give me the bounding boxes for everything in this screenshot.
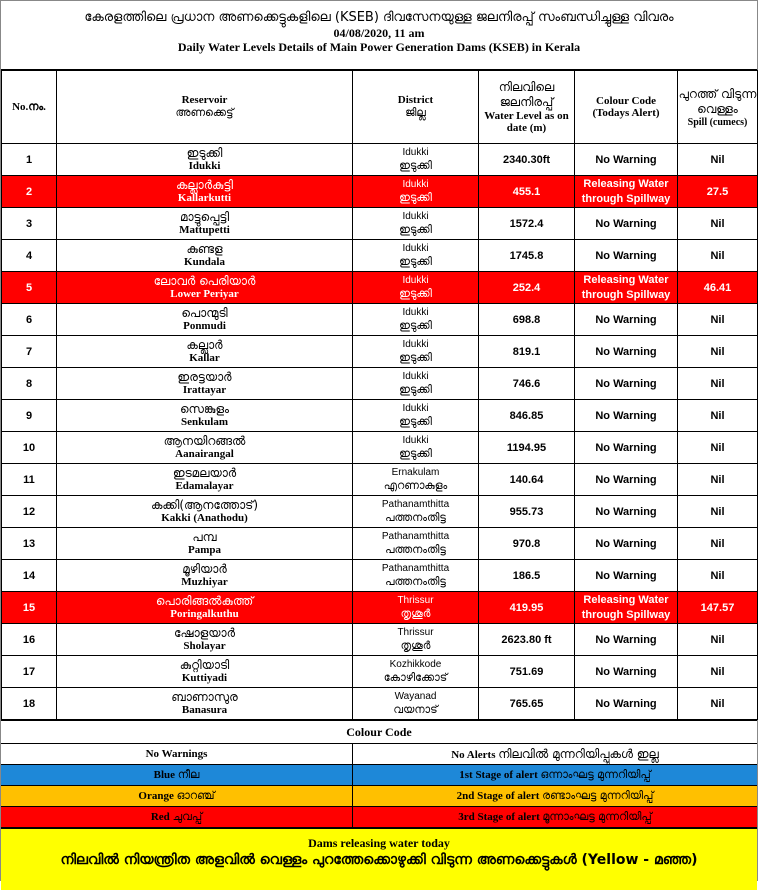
col-spill-ml: പുറത്ത് വിടുന്ന വെള്ളം (678, 86, 757, 116)
reservoir-cell (57, 336, 353, 368)
water-level: 2340.30ft (479, 144, 575, 176)
district-en: Idukki (402, 275, 429, 286)
reservoir-cell (57, 368, 353, 400)
district-en: Wayanad (394, 691, 437, 702)
district-cell (353, 592, 479, 624)
row-number: 7 (2, 336, 57, 368)
reservoir-cell (57, 144, 353, 176)
spill-value: 27.5 (678, 176, 758, 208)
alert-status: No Warning (575, 688, 678, 720)
district-ml: ഇടുക്കി (399, 415, 432, 428)
row-number: 6 (2, 304, 57, 336)
water-level: 846.85 (479, 400, 575, 432)
water-level: 970.8 (479, 528, 575, 560)
table-row (2, 400, 758, 432)
water-level: 140.64 (479, 464, 575, 496)
releasing-dams-title-en: Dams releasing water today (308, 836, 450, 850)
district-en: Idukki (402, 179, 429, 190)
spill-value: Nil (678, 368, 758, 400)
legend-red-en: Red (150, 811, 170, 823)
district-cell (353, 208, 479, 240)
district-en: Idukki (402, 435, 429, 446)
row-number: 17 (2, 656, 57, 688)
water-level: 1745.8 (479, 240, 575, 272)
water-level: 1194.95 (479, 432, 575, 464)
alert-status: No Warning (575, 304, 678, 336)
legend-second-stage (353, 786, 757, 806)
alert-status: No Warning (575, 144, 678, 176)
district-cell (353, 336, 479, 368)
col-spill (678, 71, 758, 144)
district-ml: പത്തനംതിട്ട (385, 511, 446, 524)
water-level: 1572.4 (479, 208, 575, 240)
alert-status: No Warning (575, 528, 678, 560)
col-colour-code-title: Colour Code (596, 95, 656, 107)
reservoir-name-en: Kakki (Anathodu) (161, 512, 248, 524)
spill-value: Nil (678, 336, 758, 368)
col-level-en: Water Level as on date (m) (484, 110, 569, 134)
spill-value: Nil (678, 240, 758, 272)
reservoir-name-en: Sholayar (183, 640, 226, 652)
reservoir-name-ml: കല്ലാർ (186, 338, 223, 352)
reservoir-name-ml: പൊരിങ്ങൽകുത്ത് (155, 594, 254, 608)
col-reservoir (57, 71, 353, 144)
reservoir-name-ml: കക്കി(ആനത്തോട്) (150, 498, 259, 512)
reservoir-cell (57, 528, 353, 560)
district-cell (353, 624, 479, 656)
district-en: Ernakulam (391, 467, 440, 478)
district-ml: ഇടുക്കി (399, 159, 432, 172)
spill-value: Nil (678, 144, 758, 176)
table-row (2, 176, 758, 208)
water-level: 2623.80 ft (479, 624, 575, 656)
legend-orange-ml: ഓറഞ്ച് (176, 789, 215, 802)
table-row (2, 496, 758, 528)
legend-first-stage-en: 1st Stage of alert (459, 769, 538, 781)
table-row (2, 240, 758, 272)
district-ml: ഇടുക്കി (399, 255, 432, 268)
legend-blue-label (1, 765, 353, 785)
district-cell (353, 400, 479, 432)
reservoir-name-ml: പൊന്മുടി (181, 306, 228, 320)
spill-value: Nil (678, 304, 758, 336)
col-district (353, 71, 479, 144)
alert-status: No Warning (575, 432, 678, 464)
spill-value: Nil (678, 496, 758, 528)
district-en: Idukki (402, 243, 429, 254)
releasing-dams-title-ml: നിലവിൽ നിയന്ത്രിത അളവിൽ വെള്ളം പുറത്തേക്കൊഴുക്കി വിടുന്ന അണക്കെട്ടുകൾ (Yellow - മഞ്ഞ) (60, 852, 698, 868)
table-row (2, 336, 758, 368)
district-cell (353, 176, 479, 208)
water-level: 765.65 (479, 688, 575, 720)
district-ml: തൃശൂർ (400, 639, 431, 652)
reservoir-cell (57, 304, 353, 336)
water-level: 698.8 (479, 304, 575, 336)
district-cell (353, 560, 479, 592)
reservoir-cell (57, 496, 353, 528)
district-en: Thrissur (397, 595, 434, 606)
row-number: 4 (2, 240, 57, 272)
district-cell (353, 144, 479, 176)
reservoir-name-ml: ഇടുക്കി (186, 146, 223, 160)
title-malayalam: കേരളത്തിലെ പ്രധാന അണക്കെട്ടുകളിലെ (KSEB) ദിവസേനയുള്ള ജലനിരപ്പ് സംബന്ധിച്ചുള്ള വിവരം (84, 10, 674, 25)
alert-status: Releasing Water through Spillway (575, 272, 678, 304)
alert-status: No Warning (575, 336, 678, 368)
water-level: 419.95 (479, 592, 575, 624)
col-colour-code (575, 71, 678, 144)
spill-value: Nil (678, 400, 758, 432)
spill-value: Nil (678, 208, 758, 240)
legend-first-stage (353, 765, 757, 785)
col-reservoir-en: Reservoir (181, 94, 228, 106)
reservoir-name-ml: സെങ്കുളം (179, 402, 230, 416)
reservoir-name-ml: ഷോളയാർ (174, 626, 235, 640)
reservoir-name-ml: മാട്ടുപ്പെട്ടി (179, 210, 230, 224)
legend-red-label (1, 807, 353, 827)
col-water-level (479, 71, 575, 144)
row-number: 12 (2, 496, 57, 528)
district-ml: തൃശൂർ (400, 607, 431, 620)
reservoir-name-en: Banasura (181, 704, 228, 716)
row-number: 11 (2, 464, 57, 496)
district-ml: എറണാകുളം (383, 479, 448, 492)
dam-rows (2, 144, 758, 720)
district-en: Pathanamthitta (381, 499, 450, 510)
reservoir-cell (57, 592, 353, 624)
reservoir-cell (57, 272, 353, 304)
district-en: Idukki (402, 403, 429, 414)
row-number: 16 (2, 624, 57, 656)
district-en: Idukki (402, 339, 429, 350)
reservoir-name-en: Lower Periyar (170, 288, 239, 300)
spill-value: Nil (678, 464, 758, 496)
district-ml: ഇടുക്കി (399, 223, 432, 236)
alert-status: No Warning (575, 624, 678, 656)
spill-value: Nil (678, 528, 758, 560)
legend-third-stage-ml: മൂന്നാംഘട്ട മുന്നറിയിപ്പ് (542, 810, 652, 823)
district-ml: ഇടുക്കി (399, 351, 432, 364)
district-cell (353, 432, 479, 464)
reservoir-name-ml: കല്ലാർകുട്ടി (175, 178, 234, 192)
water-level: 252.4 (479, 272, 575, 304)
district-ml: പത്തനംതിട്ട (385, 575, 446, 588)
col-todays-alert: (Todays Alert) (592, 107, 660, 119)
reservoir-cell (57, 656, 353, 688)
reservoir-cell (57, 464, 353, 496)
legend-title: Colour Code (1, 720, 757, 744)
alert-status: No Warning (575, 240, 678, 272)
reservoir-cell (57, 624, 353, 656)
row-number: 3 (2, 208, 57, 240)
table-row (2, 144, 758, 176)
water-level: 955.73 (479, 496, 575, 528)
legend-no-alerts (353, 744, 757, 764)
spill-value: Nil (678, 656, 758, 688)
district-cell (353, 528, 479, 560)
district-ml: ഇടുക്കി (399, 447, 432, 460)
water-level: 819.1 (479, 336, 575, 368)
reservoir-name-ml: ഇരട്ടയാർ (177, 370, 232, 384)
district-en: Pathanamthitta (381, 563, 450, 574)
spill-value: Nil (678, 560, 758, 592)
district-en: Idukki (402, 371, 429, 382)
reservoir-name-ml: കുണ്ടള (186, 242, 223, 256)
district-en: Pathanamthitta (381, 531, 450, 542)
legend-second-stage-ml: രണ്ടാംഘട്ട മുന്നറിയിപ്പ് (542, 789, 654, 802)
legend-third-stage (353, 807, 757, 827)
reservoir-cell (57, 240, 353, 272)
district-ml: പത്തനംതിട്ട (385, 543, 446, 556)
reservoir-cell (57, 176, 353, 208)
district-ml: ഇടുക്കി (399, 191, 432, 204)
table-row (2, 624, 758, 656)
spill-value: Nil (678, 432, 758, 464)
water-level: 455.1 (479, 176, 575, 208)
legend-orange-en: Orange (138, 790, 174, 802)
alert-status: No Warning (575, 560, 678, 592)
district-cell (353, 272, 479, 304)
reservoir-name-en: Poringalkuthu (170, 608, 239, 620)
report-date: 04/08/2020, 11 am (333, 26, 425, 40)
water-level: 746.6 (479, 368, 575, 400)
legend-blue-ml: നീല (177, 768, 200, 781)
district-cell (353, 688, 479, 720)
legend-row-blue (1, 765, 757, 786)
legend-red-ml: ചുവപ്പ് (172, 810, 203, 823)
table-row (2, 592, 758, 624)
spill-value: Nil (678, 688, 758, 720)
district-cell (353, 464, 479, 496)
reservoir-name-en: Muzhiyar (181, 576, 228, 588)
legend-no-alerts-ml: നിലവിൽ മുന്നറിയിപ്പുകൾ ഇല്ല (498, 747, 659, 761)
reservoir-name-en: Senkulam (180, 416, 229, 428)
row-number: 18 (2, 688, 57, 720)
table-row (2, 272, 758, 304)
table-row (2, 208, 758, 240)
district-ml: ഇടുക്കി (399, 287, 432, 300)
dams-table (1, 70, 758, 720)
col-district-ml: ജില്ല (405, 106, 426, 119)
district-cell (353, 656, 479, 688)
district-cell (353, 304, 479, 336)
reservoir-name-en: Mattupetti (179, 224, 230, 236)
district-ml: വയനാട് (393, 703, 438, 716)
reservoir-name-en: Kallarkutti (177, 192, 232, 204)
reservoir-name-ml: ആനയിറങ്ങൽ (163, 434, 246, 448)
alert-status: No Warning (575, 368, 678, 400)
alert-status: Releasing Water through Spillway (575, 176, 678, 208)
col-no: No.നം. (2, 71, 57, 144)
reservoir-cell (57, 208, 353, 240)
row-number: 13 (2, 528, 57, 560)
alert-status: Releasing Water through Spillway (575, 592, 678, 624)
col-level-ml: നിലവിലെ ജലനിരപ്പ് (498, 80, 555, 109)
legend-third-stage-en: 3rd Stage of alert (458, 811, 540, 823)
legend-row-no-warning (1, 744, 757, 765)
district-ml: ഇടുക്കി (399, 383, 432, 396)
row-number: 8 (2, 368, 57, 400)
alert-status: No Warning (575, 496, 678, 528)
spill-value: 46.41 (678, 272, 758, 304)
title-english: Daily Water Levels Details of Main Power Generation Dams (KSEB) in Kerala (177, 40, 581, 54)
district-cell (353, 240, 479, 272)
legend-blue-en: Blue (153, 769, 176, 781)
district-ml: ഇടുക്കി (399, 319, 432, 332)
reservoir-name-en: Irattayar (182, 384, 227, 396)
table-row (2, 432, 758, 464)
row-number: 2 (2, 176, 57, 208)
table-header-row (2, 71, 758, 144)
reservoir-name-en: Edamalayar (175, 480, 234, 492)
district-en: Idukki (402, 307, 429, 318)
legend-second-stage-en: 2nd Stage of alert (456, 790, 540, 802)
alert-status: No Warning (575, 656, 678, 688)
row-number: 14 (2, 560, 57, 592)
spill-value: Nil (678, 624, 758, 656)
reservoir-name-ml: ഇടമലയാർ (172, 466, 237, 480)
reservoir-name-ml: ബാണാസുര (171, 690, 238, 704)
table-row (2, 528, 758, 560)
reservoir-name-ml: മൂഴിയാർ (182, 562, 227, 576)
reservoir-name-en: Kundala (184, 256, 225, 268)
legend-first-stage-ml: ഒന്നാംഘട്ട മുന്നറിയിപ്പ് (540, 768, 651, 781)
table-row (2, 560, 758, 592)
col-reservoir-ml: അണക്കെട്ട് (175, 106, 234, 119)
alert-status: No Warning (575, 208, 678, 240)
table-row (2, 368, 758, 400)
col-spill-en: Spill (cumecs) (687, 116, 748, 128)
table-row (2, 304, 758, 336)
water-level: 751.69 (479, 656, 575, 688)
row-number: 15 (2, 592, 57, 624)
reservoir-name-ml: പമ്പ (192, 530, 217, 544)
district-en: Idukki (402, 147, 429, 158)
reservoir-cell (57, 432, 353, 464)
legend-row-red (1, 807, 757, 828)
row-number: 9 (2, 400, 57, 432)
alert-status: No Warning (575, 400, 678, 432)
table-row (2, 688, 758, 720)
reservoir-name-en: Ponmudi (183, 320, 226, 332)
legend-orange-label (1, 786, 353, 806)
reservoir-cell (57, 560, 353, 592)
district-ml: കോഴിക്കോട് (383, 671, 448, 684)
district-cell (353, 368, 479, 400)
col-district-en: District (397, 94, 434, 106)
reservoir-cell (57, 688, 353, 720)
legend-row-orange (1, 786, 757, 807)
alert-status: No Warning (575, 464, 678, 496)
reservoir-name-en: Aanairangal (175, 448, 234, 460)
table-row (2, 464, 758, 496)
district-en: Thrissur (397, 627, 434, 638)
reservoir-name-ml: ലോവർ പെരിയാർ (153, 274, 256, 288)
row-number: 5 (2, 272, 57, 304)
report-header (1, 1, 757, 70)
row-number: 10 (2, 432, 57, 464)
legend-no-warning-label: No Warnings (1, 744, 353, 764)
reservoir-name-ml: കുറ്റിയാടി (179, 658, 230, 672)
reservoir-name-en: Pampa (188, 544, 221, 556)
table-row (2, 656, 758, 688)
reservoir-cell (57, 400, 353, 432)
reservoir-name-en: Idukki (188, 160, 221, 172)
spill-value: 147.57 (678, 592, 758, 624)
district-en: Kozhikkode (389, 659, 442, 670)
legend-no-alerts-en: No Alerts (451, 749, 496, 761)
district-cell (353, 496, 479, 528)
water-level: 186.5 (479, 560, 575, 592)
row-number: 1 (2, 144, 57, 176)
reservoir-name-en: Kuttiyadi (181, 672, 228, 684)
reservoir-name-en: Kallar (189, 352, 220, 364)
district-en: Idukki (402, 211, 429, 222)
